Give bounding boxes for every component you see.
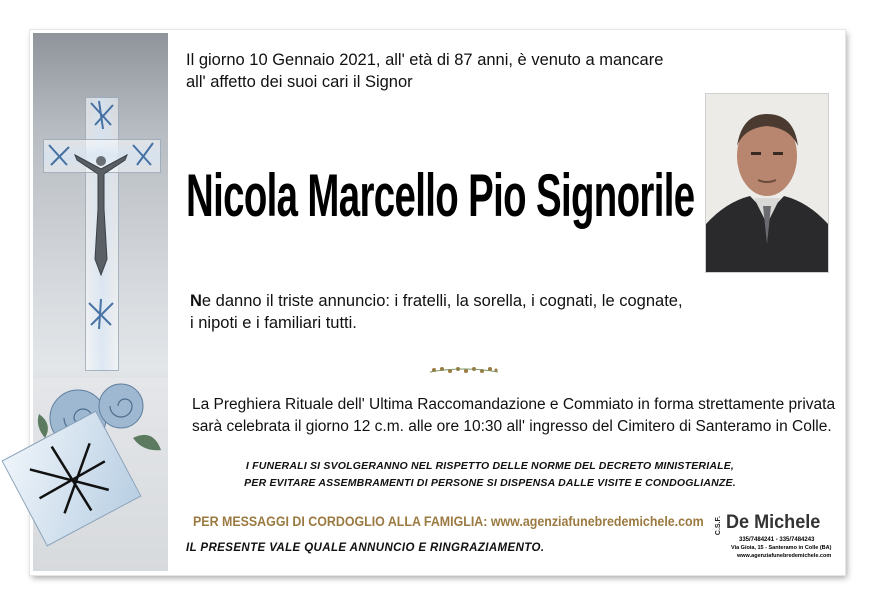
agency-prefix: C.S.F. xyxy=(715,516,722,536)
agency-address: Via Gioia, 15 - Santeramo in Colle (BA) xyxy=(731,545,832,551)
prayer-text xyxy=(192,394,842,438)
intro-line-2: all' affetto dei suoi cari il Signor xyxy=(186,73,413,91)
prayer-line-1: La Preghiera Rituale dell' Ultima Raccomandazione e Commiato in forma strettamente privata xyxy=(192,396,836,413)
intro-line-1: Il giorno 10 Gennaio 2021, all' età di 87 anni, è venuto a mancare xyxy=(186,51,664,69)
floral-divider-icon xyxy=(428,364,500,376)
announcement-text xyxy=(190,290,750,334)
prayer-line-2: sarà celebrata il giorno 12 c.m. alle ore 10:30 all' ingresso del Cimitero di Santeramo in Colle. xyxy=(192,418,832,435)
agency-website[interactable]: www.agenziafunebredemichele.com xyxy=(737,553,832,559)
agency-name: De Michele xyxy=(726,512,821,533)
agency-logo xyxy=(715,510,839,568)
notice-line-1: I FUNERALI SI SVOLGERANNO NEL RISPETTO DELLE NORME DEL DECRETO MINISTERIALE, xyxy=(245,460,735,472)
notice-line-2: PER EVITARE ASSEMBRAMENTI DI PERSONE SI DISPENSA DALLE VISITE E CONDOGLIANZE. xyxy=(244,477,736,489)
portrait-silhouette-icon xyxy=(706,94,828,272)
footer-statement: IL PRESENTE VALE QUALE ANNUNCIO E RINGRAZIAMENTO. xyxy=(186,542,545,554)
portrait-photo xyxy=(705,93,829,273)
announcement-line-1 xyxy=(190,290,750,312)
intro-text xyxy=(186,49,746,93)
condolence-label: PER MESSAGGI DI CORDOGLIO ALLA FAMIGLIA: xyxy=(193,514,488,529)
announcement-line-2: i nipoti e i familiari tutti. xyxy=(190,314,357,332)
announcement-line-1-rest: e danno il triste annuncio: i fratelli, la sorella, i cognati, le cognate, xyxy=(201,292,683,310)
deceased-name: Nicola Marcello Pio Signorile xyxy=(186,162,695,229)
funeral-notice xyxy=(210,458,770,492)
blue-brush-marks-icon xyxy=(33,33,168,333)
announcement-initial: N xyxy=(190,292,202,310)
condolence-website-link[interactable]: www.agenziafunebredemichele.com xyxy=(490,514,704,529)
agency-phones: 335/7484241 - 335/7484243 xyxy=(739,537,815,543)
condolence-messages xyxy=(193,514,704,529)
